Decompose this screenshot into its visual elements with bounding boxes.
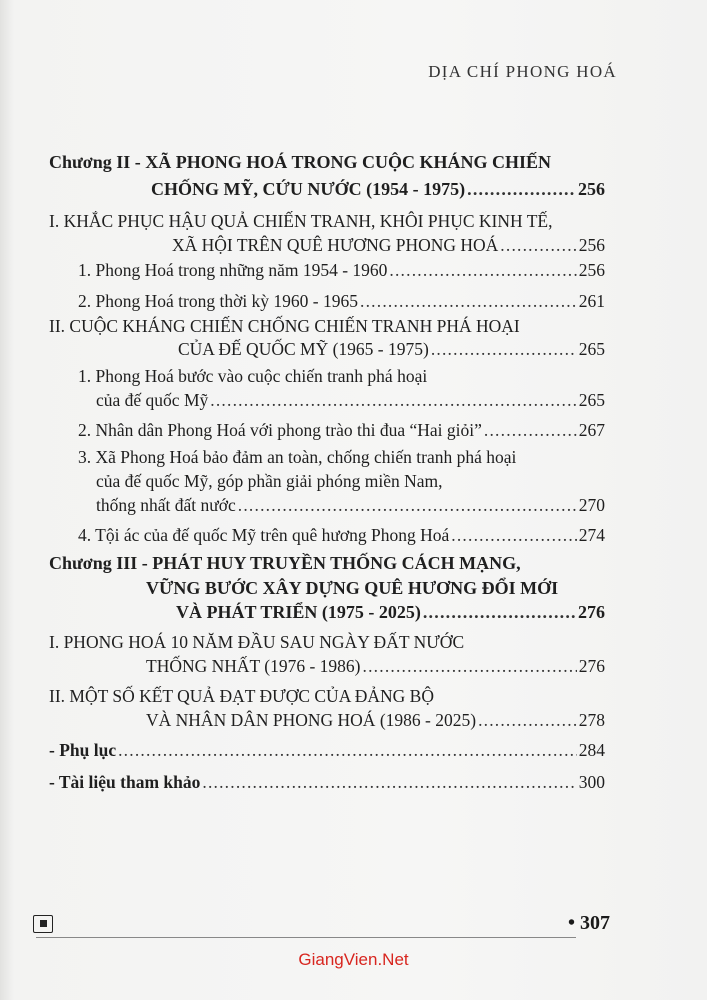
dot-leader (423, 600, 576, 624)
toc-entry-line: của đế quốc Mỹ, góp phần giải phóng miền Nam, (96, 471, 443, 491)
toc-entry-line: II. MỘT SỐ KẾT QUẢ ĐẠT ĐƯỢC CỦA ĐẢNG BỘ (49, 686, 434, 706)
dot-leader (202, 770, 576, 794)
toc-entry-line: VÀ NHÂN DÂN PHONG HOÁ (1986 - 2025) (146, 710, 477, 730)
toc-entry-line: I. KHẮC PHỤC HẬU QUẢ CHIẾN TRANH, KHÔI PHỤC KINH TẾ, (49, 211, 553, 231)
toc-entry-line: XÃ HỘI TRÊN QUÊ HƯƠNG PHONG HOÁ (172, 235, 499, 255)
toc-page-number: 265 (578, 339, 605, 359)
toc-entry-line: 1. Phong Hoá trong những năm 1954 - 1960 (78, 260, 388, 280)
toc-entry-line: CỦA ĐẾ QUỐC MỸ (1965 - 1975) (178, 339, 429, 359)
toc-page-number: 276 (578, 602, 605, 622)
dot-leader (451, 523, 576, 547)
watermark-text: GiangVien.Net (298, 950, 409, 969)
toc-entry-line: 2. Nhân dân Phong Hoá với phong trào thi đua “Hai giỏi” (78, 420, 482, 440)
toc-page-number: 261 (578, 291, 605, 311)
toc-entry-line: II. CUỘC KHÁNG CHIẾN CHỐNG CHIẾN TRANH PHÁ HOẠI (49, 316, 520, 336)
dot-leader (238, 493, 577, 517)
toc-entry-line: Chương III - PHÁT HUY TRUYỀN THỐNG CÁCH MẠNG, (49, 553, 521, 573)
toc-entry-line: - Phụ lục (49, 740, 117, 760)
toc-entry-line: 1. Phong Hoá bước vào cuộc chiến tranh phá hoại (78, 366, 428, 386)
toc-page-number: 265 (578, 390, 605, 410)
footer-divider (36, 937, 576, 938)
dot-leader (478, 708, 577, 732)
toc-entry-line: I. PHONG HOÁ 10 NĂM ĐẦU SAU NGÀY ĐẤT NƯỚC (49, 632, 465, 652)
toc-entry-line: thống nhất đất nước (96, 495, 236, 515)
toc-page-number: 270 (578, 495, 605, 515)
toc-entry-line: VÀ PHÁT TRIỂN (1975 - 2025) (176, 602, 421, 622)
dot-leader (484, 418, 577, 442)
toc-entry-line: Chương II - XÃ PHONG HOÁ TRONG CUỘC KHÁNG CHIẾN (49, 152, 551, 172)
toc-entry-line: của đế quốc Mỹ (96, 390, 209, 410)
dot-leader (210, 388, 576, 412)
toc-page-number: 256 (578, 235, 605, 255)
toc-entry-line: VỮNG BƯỚC XÂY DỰNG QUÊ HƯƠNG ĐỔI MỚI (146, 578, 559, 598)
toc-page-number: 300 (578, 772, 605, 792)
dot-leader (389, 258, 576, 282)
toc-page-number: 274 (578, 525, 605, 545)
toc-page-number: 278 (578, 710, 605, 730)
dot-leader (360, 289, 577, 313)
toc-page-number: 256 (578, 260, 605, 280)
dot-leader (467, 177, 576, 201)
dot-leader (431, 337, 577, 361)
dot-leader (500, 233, 576, 257)
running-header-title: DỊA CHÍ PHONG HOÁ (428, 62, 617, 81)
toc-entry-line: 4. Tội ác của đế quốc Mỹ trên quê hương Phong Hoá (78, 525, 450, 545)
toc-entry-line: 2. Phong Hoá trong thời kỳ 1960 - 1965 (78, 291, 359, 311)
page-number: • 307 (567, 912, 610, 934)
toc-entry-line: THỐNG NHẤT (1976 - 1986) (146, 656, 361, 676)
dot-leader (363, 654, 577, 678)
toc-page-number: 276 (578, 656, 605, 676)
toc-entry-line: - Tài liệu tham khảo (49, 772, 201, 792)
toc-entry-line: 3. Xã Phong Hoá bảo đảm an toàn, chống chiến tranh phá hoại (78, 447, 517, 467)
toc-page-number: 256 (578, 179, 605, 199)
toc-page-number: 284 (578, 740, 605, 760)
toc-page-number: 267 (578, 420, 605, 440)
toc-entry-line: CHỐNG MỸ, CỨU NƯỚC (1954 - 1975) (151, 179, 466, 199)
dot-leader (118, 738, 577, 762)
footer-square-icon (33, 915, 53, 933)
